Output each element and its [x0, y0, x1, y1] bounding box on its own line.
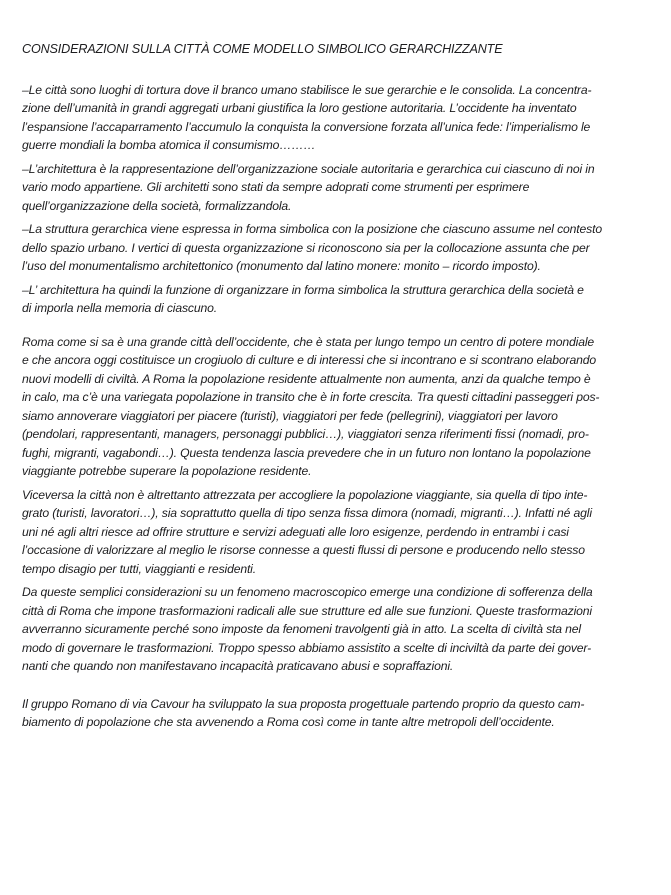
text-line: fughi, migranti, vagabondi…). Questa tendenza lascia prevedere che in un futuro non lontano la popolazione: [22, 445, 591, 460]
text-line: –La struttura gerarchica viene espressa in forma simbolica con la posizione che ciascuno assume nel contesto: [22, 222, 602, 236]
paragraph: [22, 333, 651, 481]
text-line: e che ancora oggi costituisce un crogiuolo di culture e di interessi che si incontrano e si scontrano elaborando: [22, 353, 596, 367]
text-line: in calo, ma c’è una variegata popolazione in transito che è in forte crescita. Tra questi cittadini passeggeri pos-: [22, 390, 600, 404]
text-line: Da queste semplici considerazioni su un fenomeno macroscopico emerge una condizione di sofferenza della: [22, 585, 593, 599]
text-line: –L’ architettura ha quindi la funzione di organizzare in forma simbolica la struttura gerarchica della società e: [22, 282, 584, 297]
text-line: vario modo appartiene. Gli architetti sono stati da sempre adoprati come strumenti per esprimere: [22, 180, 530, 194]
text-line: tempo disagio per tutti, viaggianti e residenti.: [22, 561, 256, 576]
text-line: (pendolari, rappresentanti, managers, personaggi pubblici…), viaggiatori senza riferimenti fissi (nomadi, pro-: [22, 427, 589, 441]
paragraph: [22, 160, 651, 216]
text-line: l’espansione l’accaparramento l’accumulo la conquista la conversione forzata all’unica fede: l’imperialismo le: [22, 119, 591, 134]
text-line: nuovi modelli di civiltà. A Roma la popolazione residente attualmente non aumenta, anzi da qualche tempo è: [22, 371, 591, 386]
text-line: grato (turisti, lavoratori…), sia soprattutto quella di tipo senza fissa dimora (nomadi, migranti…). Infatti né agli: [22, 506, 592, 520]
text-line: Il gruppo Romano di via Cavour ha sviluppato la sua proposta progettuale partendo proprio da questo cam-: [22, 696, 585, 711]
text-line: l’occasione di valorizzare al meglio le risorse connesse a questi flussi di persone e producendo nello stesso: [22, 543, 585, 557]
text-line: avverranno sicuramente perché sono imposte da fenomeni travolgenti già in atto. La scelta di civiltà sta nel: [22, 622, 581, 636]
text-line: modo di governare le trasformazioni. Troppo spesso abbiamo assistito a scelte di inciviltà da parte dei gover-: [22, 640, 592, 655]
text-line: di imporla nella memoria di ciascuno.: [22, 301, 217, 315]
text-line: uni né agli altri riesce ad offrire strutture e servizi adeguati alle loro esigenze, perdendo in entrambi i casi: [22, 524, 569, 539]
paragraph: [22, 220, 651, 276]
text-line: nanti che quando non manifestavano incapacità praticavano abusi e sopraffazioni.: [22, 659, 454, 673]
paragraph: [22, 695, 651, 732]
text-line: quell’organizzazione della società, formalizzandola.: [22, 198, 292, 213]
text-line: –L’architettura è la rappresentazione dell’organizzazione sociale autoritaria e gerarchica cui ciascuno di noi in: [22, 161, 595, 176]
text-line: zione dell’umanità in grandi aggregati urbani giustifica la loro gestione autoritaria. L’occidente ha inventato: [22, 101, 577, 115]
text-line: Roma come si sa è una grande città dell’occidente, che è stata per lungo tempo un centro di potere mondiale: [22, 334, 595, 349]
paragraph: [22, 81, 651, 155]
paragraph: [22, 486, 651, 579]
paragraph: [22, 583, 651, 676]
paragraph: [22, 281, 651, 318]
document-title: CONSIDERAZIONI SULLA CITTÀ COME MODELLO SIMBOLICO GERARCHIZZANTE: [22, 42, 503, 56]
text-line: Viceversa la città non è altrettanto attrezzata per accogliere la popolazione viaggiante, sia quella di tipo inte-: [22, 487, 588, 502]
text-line: guerre mondiali la bomba atomica il consumismo………: [22, 138, 316, 152]
text-line: città di Roma che impone trasformazioni radicali alle sue strutture ed alle sue funzioni. Queste trasformazioni: [22, 603, 592, 618]
text-line: siamo annoverare viaggiatori per piacere (turisti), viaggiatori per fede (pellegrini), viaggiatori per lavoro: [22, 408, 558, 423]
text-line: dello spazio urbano. I vertici di questa organizzazione si riconoscono sia per la collocazione assunta che per: [22, 240, 590, 255]
document-body: [22, 81, 651, 732]
text-line: l’uso del monumentalismo architettonico (monumento dal latino monere: monito – ricordo imposto).: [22, 259, 541, 273]
text-line: biamento di popolazione che sta avvenendo a Roma così come in tante altre metropoli dell’occidente.: [22, 715, 555, 729]
text-line: –Le città sono luoghi di tortura dove il branco umano stabilisce le sue gerarchie e le consolida. La concentra-: [22, 82, 592, 97]
text-line: viaggiante potrebbe superare la popolazione residente.: [22, 464, 312, 478]
